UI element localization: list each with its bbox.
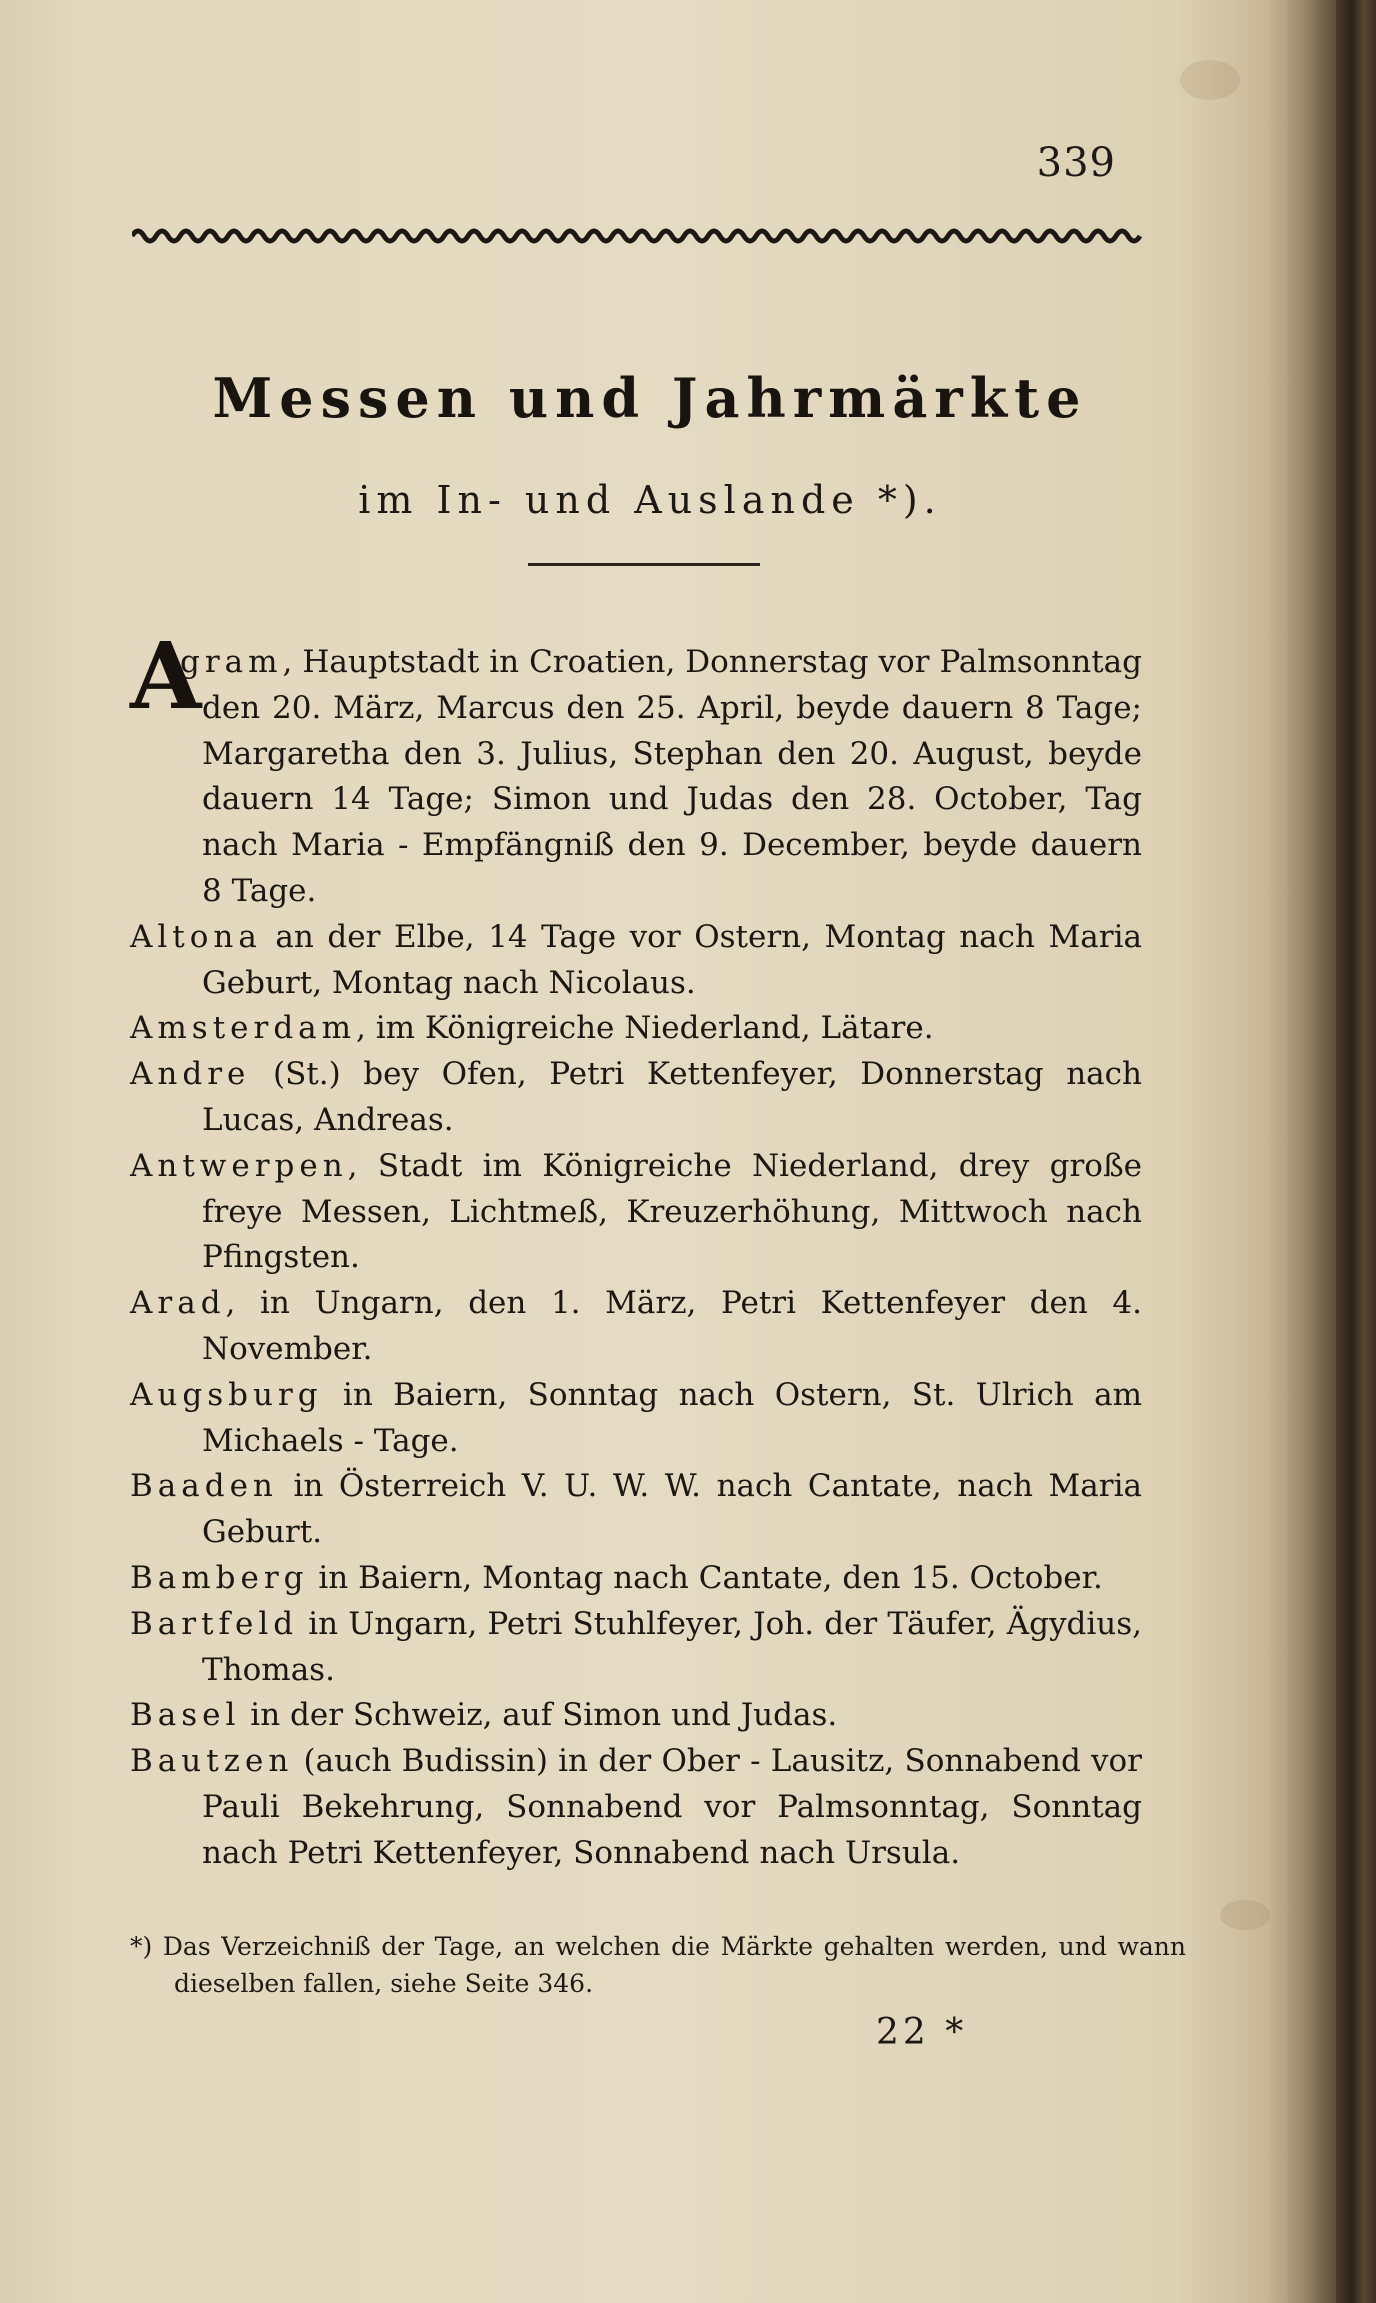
printer-signature: 22 *	[876, 2012, 968, 2053]
list-item	[130, 1144, 1142, 1281]
page-edge-shadow	[1266, 0, 1336, 2303]
entry-text: in Ungarn, Petri Stuhlfeyer, Joh. der Täufer, Ägydius, Thomas.	[202, 1605, 1142, 1688]
entry-text: an der Elbe, 14 Tage vor Ostern, Montag nach Maria Geburt, Montag nach Nicolaus.	[202, 918, 1142, 1001]
market-list	[130, 622, 1142, 1877]
place-name: Baaden	[130, 1468, 278, 1505]
title-divider	[528, 563, 760, 566]
list-item	[130, 1464, 1142, 1556]
entry-text: , Stadt im Königreiche Niederland, drey große freye Messen, Lichtmeß, Kreuzerhöhung, Mittwoch nach Pfingsten.	[202, 1147, 1142, 1276]
place-name: gram	[180, 644, 283, 680]
place-name: Bautzen	[130, 1743, 294, 1780]
place-name: Basel	[130, 1697, 241, 1734]
paper-stain	[1220, 1900, 1270, 1930]
place-name: Augsburg	[130, 1376, 323, 1413]
list-item	[130, 1052, 1142, 1144]
page-number: 339	[1036, 140, 1116, 186]
list-item	[130, 1556, 1142, 1602]
entry-text: in der Schweiz, auf Simon und Judas.	[240, 1697, 838, 1734]
entry-text: , Hauptstadt in Croatien, Donnerstag vor Palmsonntag den 20. März, Marcus den 25. April, beyde dauern 8 Tage; Margaretha den 3. Julius, Stephan den 20. August, beyde dauern 14 Tage; Simon und Judas den 28. October, Tag nach Maria - Empfängniß den 9. December, beyde dauern 8 Tage.	[202, 644, 1142, 909]
entry-text: , in Ungarn, den 1. März, Petri Kettenfeyer den 4. November.	[202, 1285, 1142, 1367]
list-item	[130, 1281, 1142, 1373]
list-item	[130, 1739, 1142, 1876]
place-name: Bamberg	[130, 1559, 309, 1596]
place-name: Altona	[130, 918, 262, 955]
page-title: Messen und Jahrmärkte	[212, 366, 1088, 430]
place-name: Arad	[130, 1285, 226, 1322]
place-name: Amsterdam	[130, 1010, 357, 1047]
paper-stain	[1180, 60, 1240, 100]
entry-text: in Baiern, Montag nach Cantate, den 15. October.	[308, 1559, 1103, 1596]
list-item	[130, 1602, 1142, 1694]
footnote: *) Das Verzeichniß der Tage, an welchen die Märkte gehalten werden, und wann dieselben fallen, siehe Seite 346.	[130, 1932, 1186, 1998]
place-name: Bartfeld	[130, 1605, 299, 1642]
entry-text: in Baiern, Sonntag nach Ostern, St. Ulrich am Michaels - Tage.	[202, 1376, 1142, 1459]
list-item	[130, 1693, 1142, 1739]
entry-text: (auch Budissin) in der Ober - Lausitz, Sonnabend vor Pauli Bekehrung, Sonnabend vor Palmsonntag, Sonntag nach Petri Kettenfeyer, Sonnabend nach Ursula.	[202, 1743, 1142, 1871]
drop-cap: A	[130, 622, 202, 730]
list-item	[130, 1006, 1142, 1052]
list-item	[130, 622, 1142, 915]
page-subtitle: im In- und Auslande *).	[358, 478, 942, 522]
list-item	[130, 915, 1142, 1007]
entry-text: , im Königreiche Niederland, Lätare.	[356, 1010, 934, 1047]
place-name: Antwerpen	[130, 1147, 348, 1184]
place-name: Andre	[130, 1056, 251, 1093]
entry-text: in Österreich V. U. W. W. nach Cantate, nach Maria Geburt.	[202, 1468, 1142, 1551]
book-binding	[1336, 0, 1376, 2303]
ornamental-border	[132, 222, 1142, 248]
list-item	[130, 1373, 1142, 1465]
entry-text: (St.) bey Ofen, Petri Kettenfeyer, Donnerstag nach Lucas, Andreas.	[202, 1056, 1142, 1138]
